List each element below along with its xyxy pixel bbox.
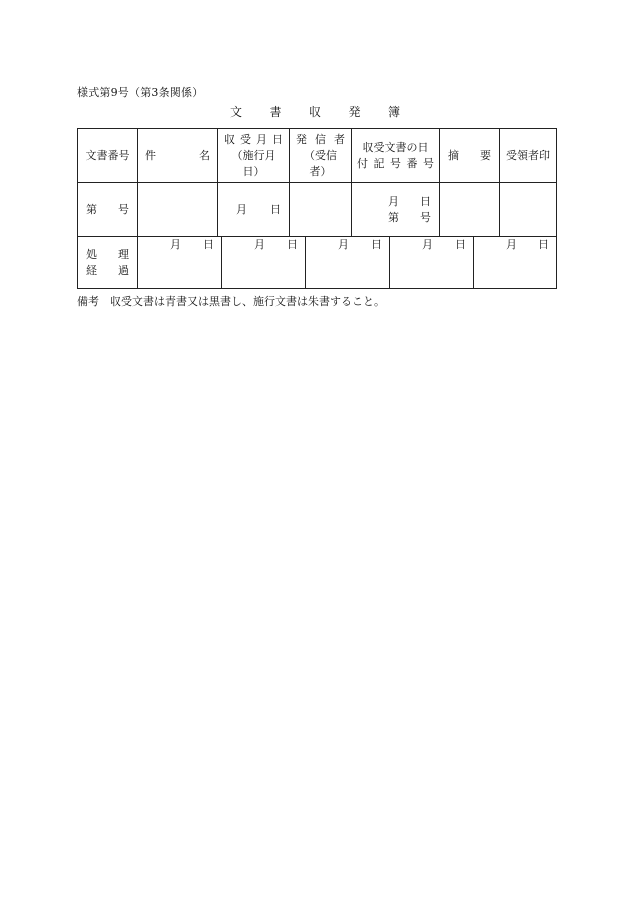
- process-date-cell: 月 日: [390, 237, 474, 289]
- header-doc-ref: 収受文書の日 付 記 号 番 号: [352, 129, 440, 182]
- process-date-cell: 月 日: [306, 237, 390, 289]
- remarks-note: 備考 収受文書は青書又は黒書し、施行文書は朱書すること。: [77, 295, 385, 308]
- title-char: 文: [230, 105, 243, 119]
- entry-sender: [290, 183, 352, 236]
- title-char: 書: [269, 105, 282, 119]
- entry-summary: [440, 183, 500, 236]
- entry-subject: [138, 183, 218, 236]
- process-date-cell: 月 日: [506, 238, 549, 251]
- header-subject: 件 名: [138, 129, 218, 182]
- header-doc-number: 文書番号: [78, 129, 138, 182]
- process-date-cell: 月 日: [222, 237, 306, 289]
- process-date-cell: 月 日: [138, 237, 222, 289]
- entry-receiver-seal: [500, 183, 556, 236]
- entry-received-date: 月 日: [218, 183, 290, 236]
- header-received-date: 収 受 月 日 （施行月日）: [218, 129, 290, 182]
- entry-doc-number: 第 号: [78, 183, 138, 236]
- entry-doc-ref: 月 日 第 号: [352, 183, 440, 236]
- header-sender: 発 信 者 （受信者）: [290, 129, 352, 182]
- entry-row: [78, 183, 556, 237]
- process-row: [78, 237, 556, 289]
- header-summary: 摘 要: [440, 129, 500, 182]
- title-char: 発: [348, 105, 361, 119]
- register-table: [77, 128, 557, 289]
- process-label: 処 理 経 過: [78, 237, 138, 289]
- form-number: 様式第9号（第3条関係）: [77, 86, 204, 99]
- document-title: [230, 103, 400, 120]
- title-char: 簿: [387, 105, 400, 119]
- header-receiver-seal: 受領者印: [506, 148, 550, 162]
- header-row: [78, 129, 556, 183]
- title-char: 収: [308, 105, 321, 119]
